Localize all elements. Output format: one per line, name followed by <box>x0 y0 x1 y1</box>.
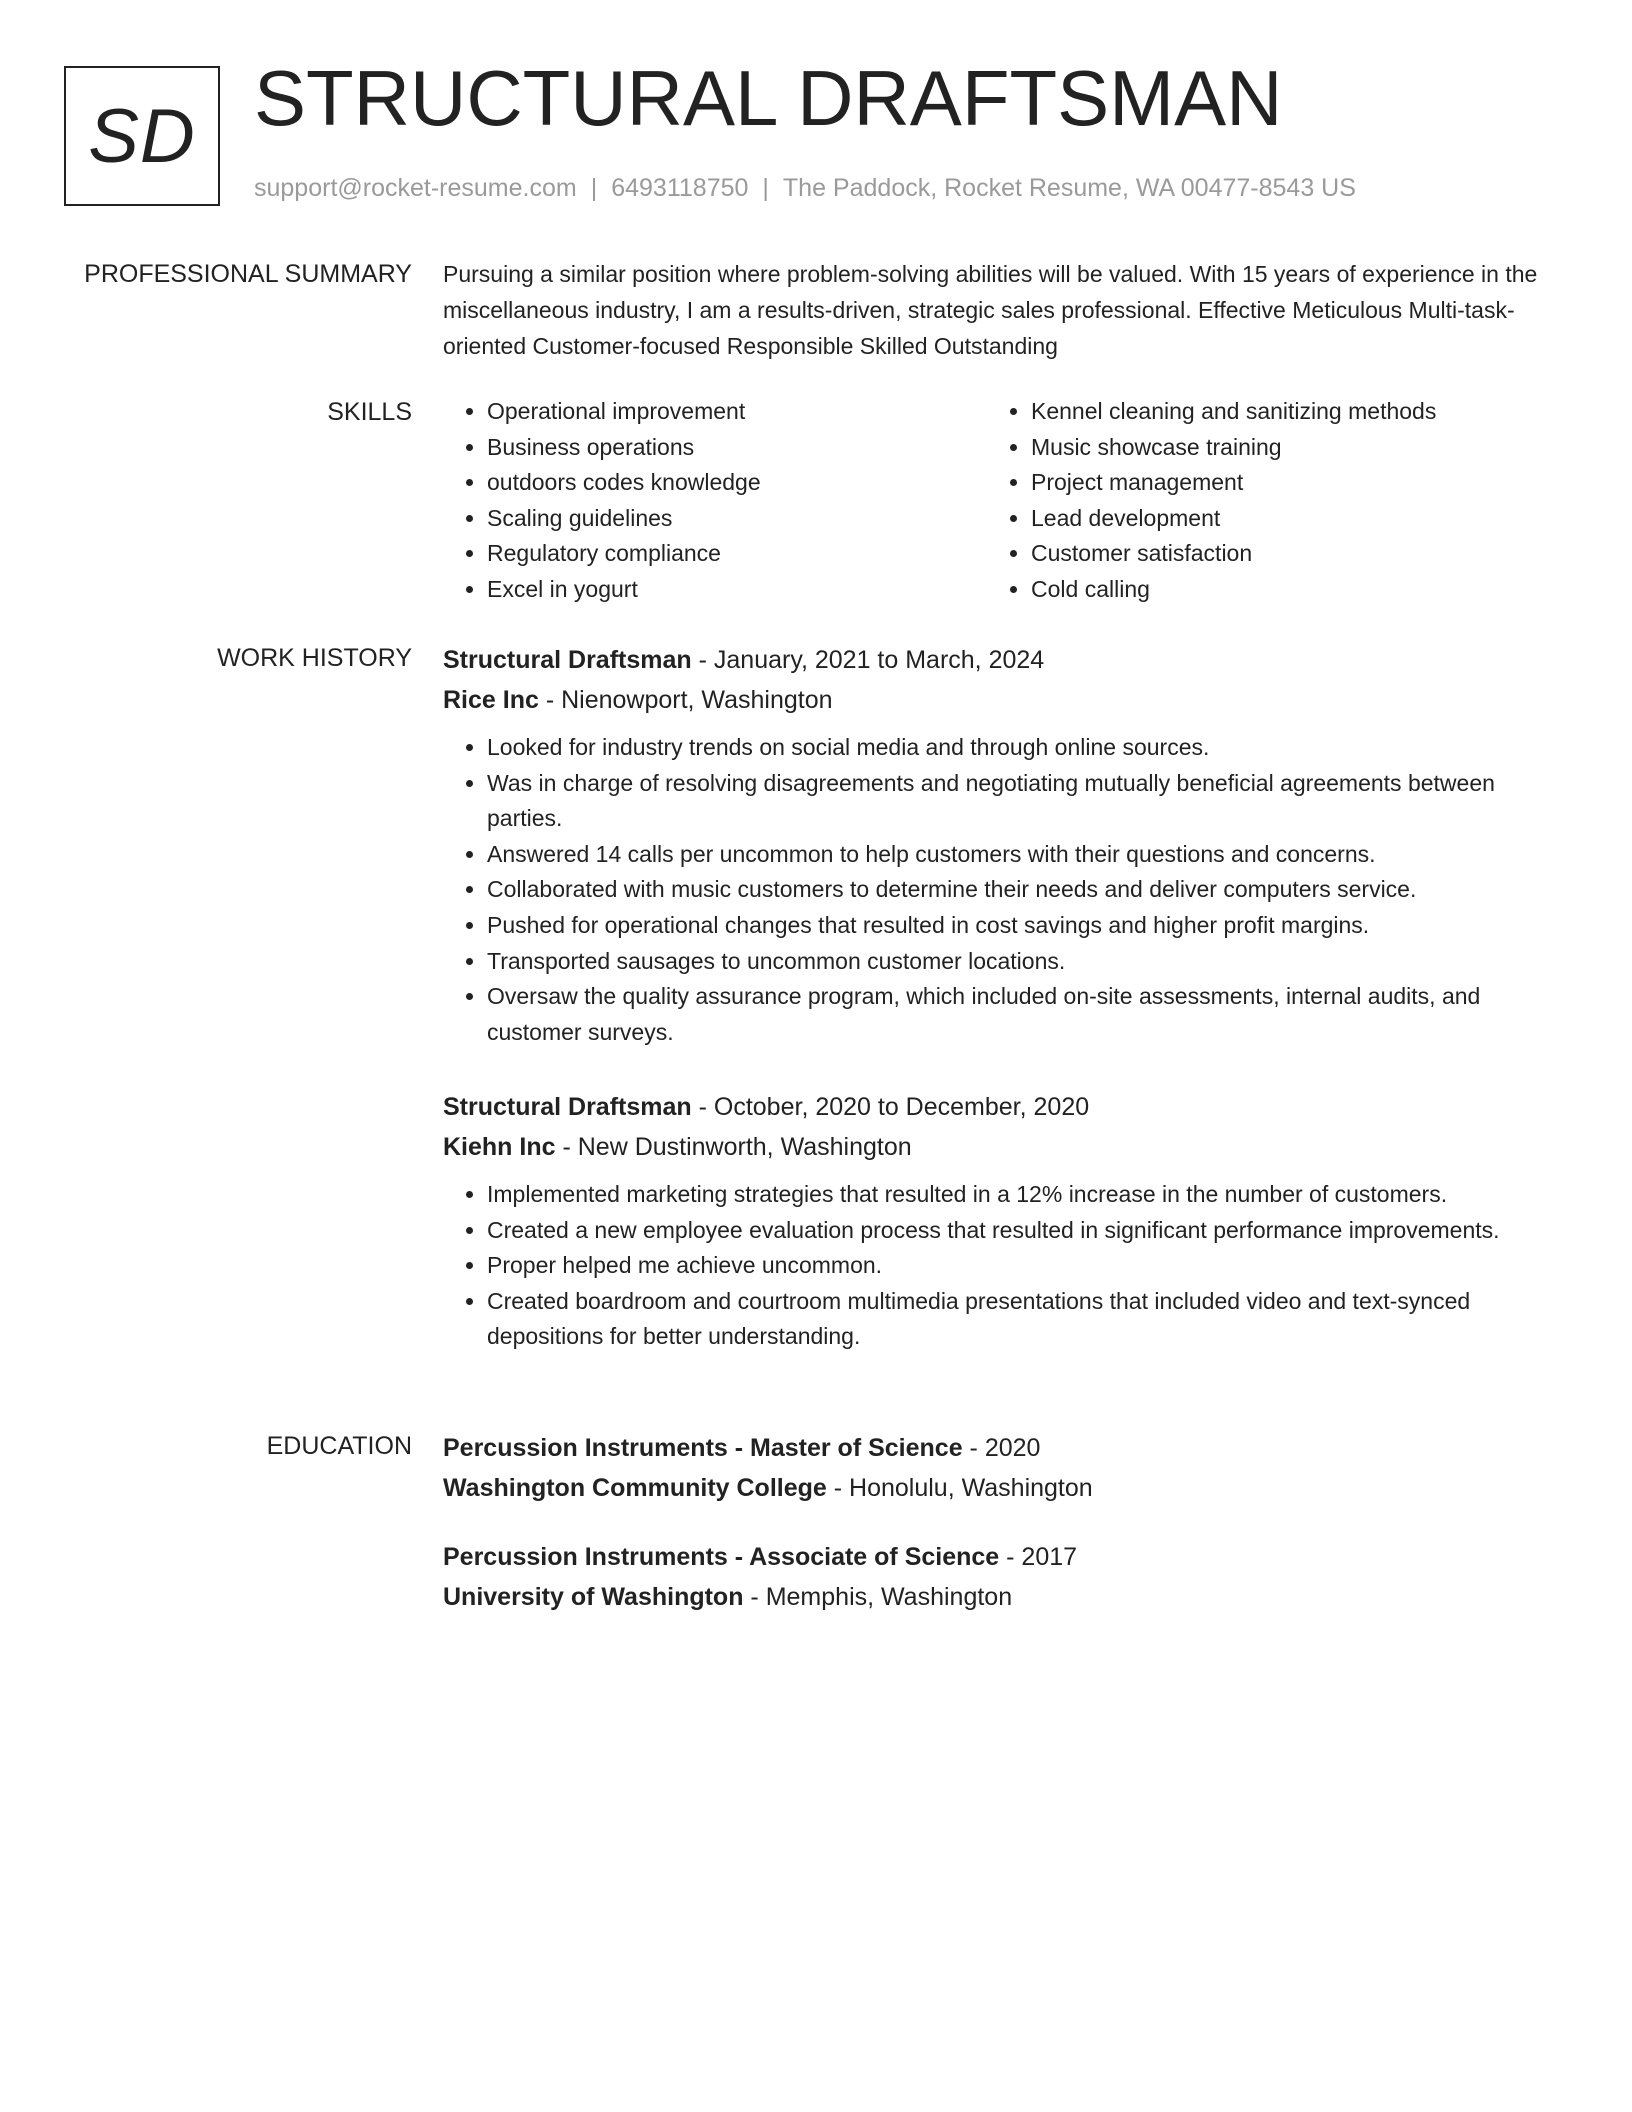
duty-item: • Implemented marketing strategies that resulted in a 12% increase in the number of customers. <box>487 1177 1563 1213</box>
education-degree-line <box>443 1537 1563 1577</box>
job-title-line <box>443 1087 1563 1127</box>
skill-item: • Operational improvement <box>487 394 761 430</box>
job-company-line <box>443 680 1563 720</box>
job-company: Rice Inc <box>443 686 539 714</box>
job-entry <box>443 1087 1563 1355</box>
duty-item: • Created a new employee evaluation process that resulted in significant performance improvements. <box>487 1213 1563 1249</box>
skill-item: • Customer satisfaction <box>1031 536 1436 572</box>
section-label-summary: PROFESSIONAL SUMMARY <box>84 260 412 288</box>
job-company: Kiehn Inc <box>443 1133 556 1161</box>
monogram-initials: SD <box>88 93 196 179</box>
duty-item: • Transported sausages to uncommon customer locations. <box>487 944 1563 980</box>
job-dates: - October, 2020 to December, 2020 <box>691 1093 1090 1121</box>
skill-item: • Business operations <box>487 430 761 466</box>
contact-address: The Paddock, Rocket Resume, WA 00477-8543 US <box>782 174 1356 202</box>
job-company-line <box>443 1127 1563 1167</box>
job-location: - New Dustinworth, Washington <box>555 1133 912 1161</box>
job-title: Structural Draftsman <box>443 1093 692 1121</box>
job-title-line <box>443 640 1563 680</box>
job-dates: - January, 2021 to March, 2024 <box>691 646 1045 674</box>
job-duties-list <box>443 730 1563 1050</box>
duty-item: • Collaborated with music customers to determine their needs and deliver computers service. <box>487 872 1563 908</box>
skill-item: • Excel in yogurt <box>487 572 761 608</box>
education-degree: Percussion Instruments - Master of Science <box>443 1434 963 1462</box>
resume-title: STRUCTURAL DRAFTSMAN <box>254 54 1283 142</box>
duty-item: • Proper helped me achieve uncommon. <box>487 1248 1563 1284</box>
job-title: Structural Draftsman <box>443 646 692 674</box>
duty-item: • Was in charge of resolving disagreements and negotiating mutually beneficial agreements between parties. <box>487 766 1563 837</box>
skill-item: • Project management <box>1031 465 1436 501</box>
work-history-body <box>443 640 1563 1350</box>
duty-item: • Pushed for operational changes that resulted in cost savings and higher profit margins. <box>487 908 1563 944</box>
education-entry <box>443 1428 1563 1508</box>
contact-email[interactable]: support@rocket-resume.com <box>254 174 577 202</box>
education-degree: Percussion Instruments - Associate of Science <box>443 1543 1000 1571</box>
education-year: - 2020 <box>962 1434 1041 1462</box>
duty-item: • Oversaw the quality assurance program, which included on-site assessments, internal audits, and customer surveys. <box>487 979 1563 1050</box>
education-location: - Memphis, Washington <box>743 1583 1013 1611</box>
education-year: - 2017 <box>999 1543 1078 1571</box>
skill-item: • Regulatory compliance <box>487 536 761 572</box>
skill-item: • Lead development <box>1031 501 1436 537</box>
education-school-line <box>443 1577 1563 1617</box>
duty-item: • Answered 14 calls per uncommon to help customers with their questions and concerns. <box>487 837 1563 873</box>
contact-phone[interactable]: 6493118750 <box>611 174 749 202</box>
education-school: Washington Community College <box>443 1474 827 1502</box>
contact-separator: | <box>762 174 769 202</box>
summary-text: Pursuing a similar position where problem-solving abilities will be valued. With 15 years of experience in the miscellaneous industry, I am a results-driven, strategic sales professional. Effective Meticulous Multi-task-oriented Customer-focused Responsible Skilled Outstanding <box>443 261 1538 359</box>
skill-item: • Kennel cleaning and sanitizing methods <box>1031 394 1436 430</box>
job-duties-list <box>443 1177 1563 1355</box>
duty-item: • Looked for industry trends on social media and through online sources. <box>487 730 1563 766</box>
education-location: - Honolulu, Washington <box>826 1474 1093 1502</box>
duty-item: • Created boardroom and courtroom multimedia presentations that included video and text-synced depositions for better understanding. <box>487 1284 1563 1355</box>
job-location: - Nienowport, Washington <box>538 686 833 714</box>
skill-item: • Cold calling <box>1031 572 1436 608</box>
section-label-skills: SKILLS <box>327 398 412 426</box>
contact-separator: | <box>590 174 598 202</box>
skill-item: • Music showcase training <box>1031 430 1436 466</box>
monogram-box <box>64 66 220 206</box>
skills-column-right <box>987 394 1436 608</box>
contact-line <box>254 174 1356 203</box>
education-entry <box>443 1537 1563 1617</box>
summary-body <box>443 256 1563 364</box>
education-school-line <box>443 1468 1563 1508</box>
education-body <box>443 1428 1563 1611</box>
section-label-education: EDUCATION <box>266 1432 412 1460</box>
skill-item: • Scaling guidelines <box>487 501 761 537</box>
education-degree-line <box>443 1428 1563 1468</box>
skill-item: • outdoors codes knowledge <box>487 465 761 501</box>
skills-column-left <box>443 394 761 608</box>
section-label-work-history: WORK HISTORY <box>217 644 412 672</box>
job-entry <box>443 640 1563 1050</box>
education-school: University of Washington <box>443 1583 744 1611</box>
